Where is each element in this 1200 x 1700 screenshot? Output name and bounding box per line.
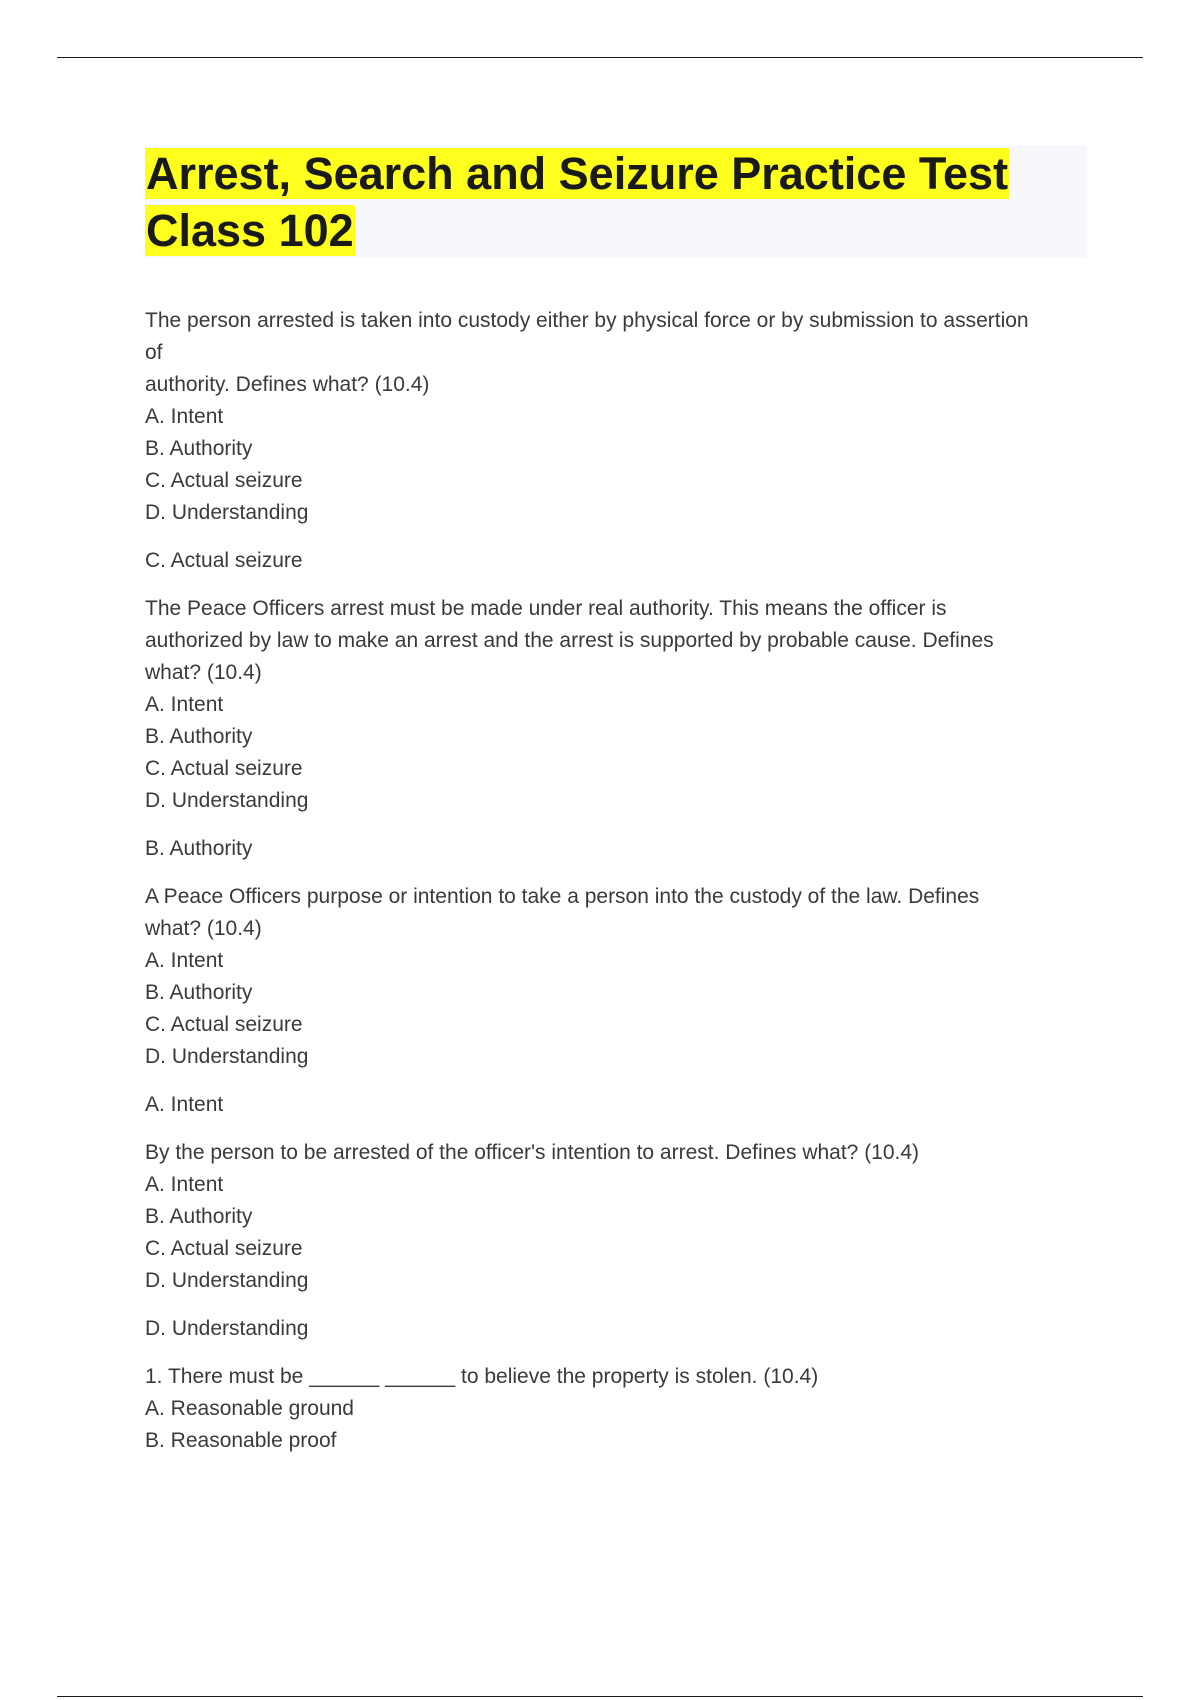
title-line-2: Class 102 bbox=[146, 205, 354, 256]
title-line-1: Arrest, Search and Seizure Practice Test bbox=[146, 148, 1009, 199]
question-1 bbox=[145, 305, 1085, 529]
page-title bbox=[145, 145, 1087, 259]
question-prompt-line: what? (10.4) bbox=[145, 661, 262, 684]
question-prompt-line: authorized by law to make an arrest and the arrest is supported by probable cause. Defines bbox=[145, 629, 994, 652]
answer-4: D. Understanding bbox=[145, 1317, 309, 1340]
question-prompt-line: of bbox=[145, 341, 163, 364]
title-block bbox=[145, 145, 1087, 257]
option-c: C. Actual seizure bbox=[145, 1237, 303, 1260]
question-prompt-line: By the person to be arrested of the officer's intention to arrest. Defines what? (10.4) bbox=[145, 1141, 920, 1164]
question-3 bbox=[145, 881, 1085, 1073]
bottom-rule bbox=[57, 1696, 1143, 1697]
answer-2: B. Authority bbox=[145, 837, 253, 860]
question-prompt-line: what? (10.4) bbox=[145, 917, 262, 940]
question-prompt-line: A Peace Officers purpose or intention to take a person into the custody of the law. Defines bbox=[145, 885, 980, 908]
option-a: A. Intent bbox=[145, 693, 224, 716]
option-c: C. Actual seizure bbox=[145, 469, 303, 492]
question-prompt-line: The Peace Officers arrest must be made under real authority. This means the officer is bbox=[145, 597, 947, 620]
option-b: B. Authority bbox=[145, 1205, 253, 1228]
option-d: D. Understanding bbox=[145, 1269, 309, 1292]
answer-1: C. Actual seizure bbox=[145, 549, 303, 572]
question-5 bbox=[145, 1361, 1085, 1457]
option-c: C. Actual seizure bbox=[145, 757, 303, 780]
option-a: A. Intent bbox=[145, 949, 224, 972]
question-2 bbox=[145, 593, 1085, 817]
question-4 bbox=[145, 1137, 1085, 1297]
answer-3: A. Intent bbox=[145, 1093, 224, 1116]
option-b: B. Reasonable proof bbox=[145, 1429, 337, 1452]
option-b: B. Authority bbox=[145, 725, 253, 748]
option-a: A. Intent bbox=[145, 405, 224, 428]
option-c: C. Actual seizure bbox=[145, 1013, 303, 1036]
option-a: A. Reasonable ground bbox=[145, 1397, 354, 1420]
option-d: D. Understanding bbox=[145, 1045, 309, 1068]
option-d: D. Understanding bbox=[145, 789, 309, 812]
question-list bbox=[145, 305, 1085, 1473]
top-rule bbox=[57, 57, 1143, 58]
option-d: D. Understanding bbox=[145, 501, 309, 524]
option-b: B. Authority bbox=[145, 437, 253, 460]
question-prompt-line: authority. Defines what? (10.4) bbox=[145, 373, 430, 396]
question-prompt-line: The person arrested is taken into custody either by physical force or by submission to assertion bbox=[145, 309, 1029, 332]
option-b: B. Authority bbox=[145, 981, 253, 1004]
option-a: A. Intent bbox=[145, 1173, 224, 1196]
question-prompt-line: 1. There must be ______ ______ to believe the property is stolen. (10.4) bbox=[145, 1365, 819, 1388]
